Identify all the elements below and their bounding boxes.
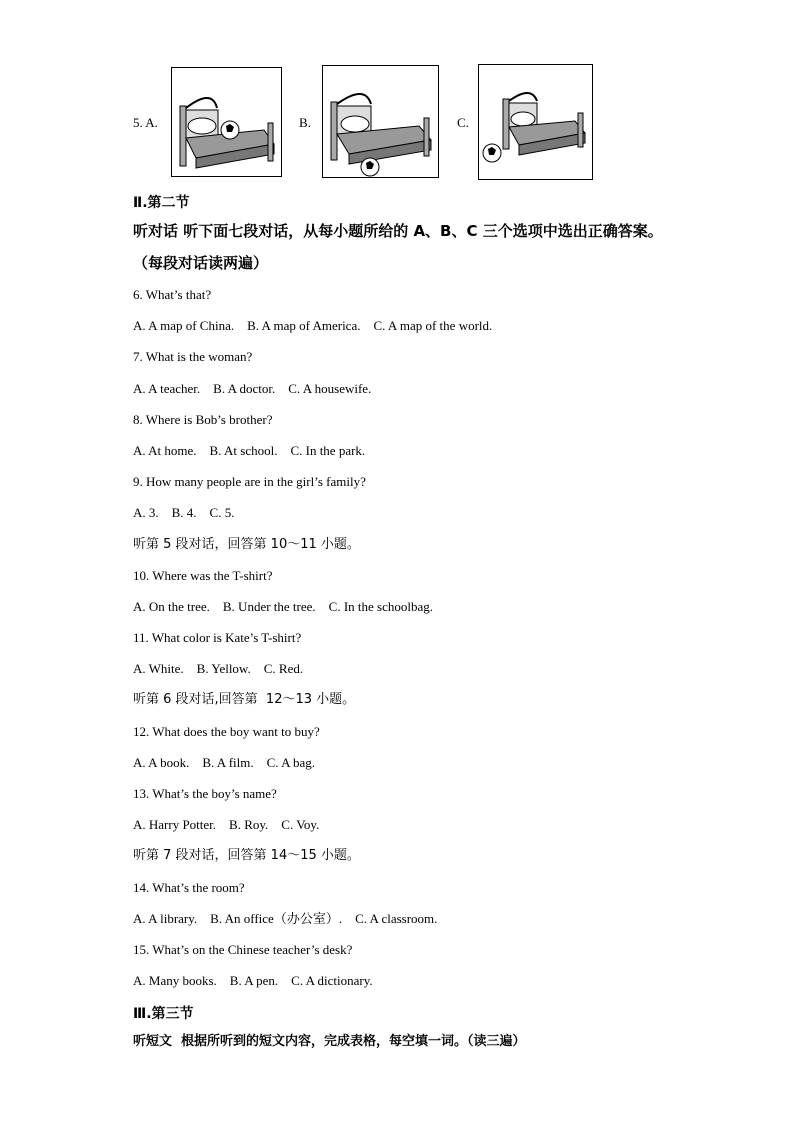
- question-8: 8. Where is Bob’s brother?: [133, 412, 273, 427]
- picture-option-b: [322, 65, 439, 178]
- section-3-heading: Ⅲ.第三节: [133, 1006, 194, 1022]
- options-8: A. At home. B. At school. C. In the park.: [133, 443, 366, 458]
- options-6: A. A map of China. B. A map of America. C. A map of the world.: [133, 318, 493, 333]
- q5-label: 5. A.: [133, 115, 158, 130]
- options-10: A. On the tree. B. Under the tree. C. In the schoolbag.: [133, 599, 434, 614]
- section-2-instruction: 听对话 听下面七段对话，从每小题所给的 A、B、C 三个选项中选出正确答案。（每段对话读两遍）: [133, 222, 663, 272]
- question-6: 6. What’s that?: [133, 287, 212, 302]
- picture-option-a: [171, 67, 282, 177]
- question-13: 13. What’s the boy’s name?: [133, 786, 277, 801]
- question-14: 14. What’s the room?: [133, 880, 245, 895]
- options-15: A. Many books. B. A pen. C. A dictionary.: [133, 973, 373, 988]
- picture-option-c: [478, 64, 593, 180]
- options-14: A. A library. B. An office（办公室）. C. A classroom.: [133, 911, 438, 926]
- bed-ball-under-bed-icon: [323, 66, 438, 177]
- section-3-instruction: 听短文 根据所听到的短文内容，完成表格，每空填一词。（读三遍）: [133, 1034, 526, 1049]
- bed-ball-beside-bed-icon: [479, 65, 592, 179]
- section-2-heading: Ⅱ.第二节: [133, 195, 190, 211]
- q5-option-b-label: B.: [299, 115, 311, 130]
- question-11: 11. What color is Kate’s T-shirt?: [133, 630, 302, 645]
- options-13: A. Harry Potter. B. Roy. C. Voy.: [133, 817, 320, 832]
- bed-ball-on-bed-icon: [172, 68, 281, 176]
- question-15: 15. What’s on the Chinese teacher’s desk?: [133, 942, 353, 957]
- question-9: 9. How many people are in the girl’s family?: [133, 474, 366, 489]
- q5-option-c-label: C.: [457, 115, 469, 130]
- dialogue-6-instruction: 听第 6 段对话,回答第 12～13 小题。: [133, 692, 356, 707]
- dialogue-7-instruction: 听第 7 段对话，回答第 14～15 小题。: [133, 848, 360, 863]
- options-11: A. White. B. Yellow. C. Red.: [133, 661, 304, 676]
- options-7: A. A teacher. B. A doctor. C. A housewife.: [133, 381, 372, 396]
- question-10: 10. Where was the T-shirt?: [133, 568, 273, 583]
- dialogue-5-instruction: 听第 5 段对话，回答第 10～11 小题。: [133, 537, 360, 552]
- question-7: 7. What is the woman?: [133, 349, 253, 364]
- options-12: A. A book. B. A film. C. A bag.: [133, 755, 316, 770]
- question-12: 12. What does the boy want to buy?: [133, 724, 320, 739]
- options-9: A. 3. B. 4. C. 5.: [133, 505, 235, 520]
